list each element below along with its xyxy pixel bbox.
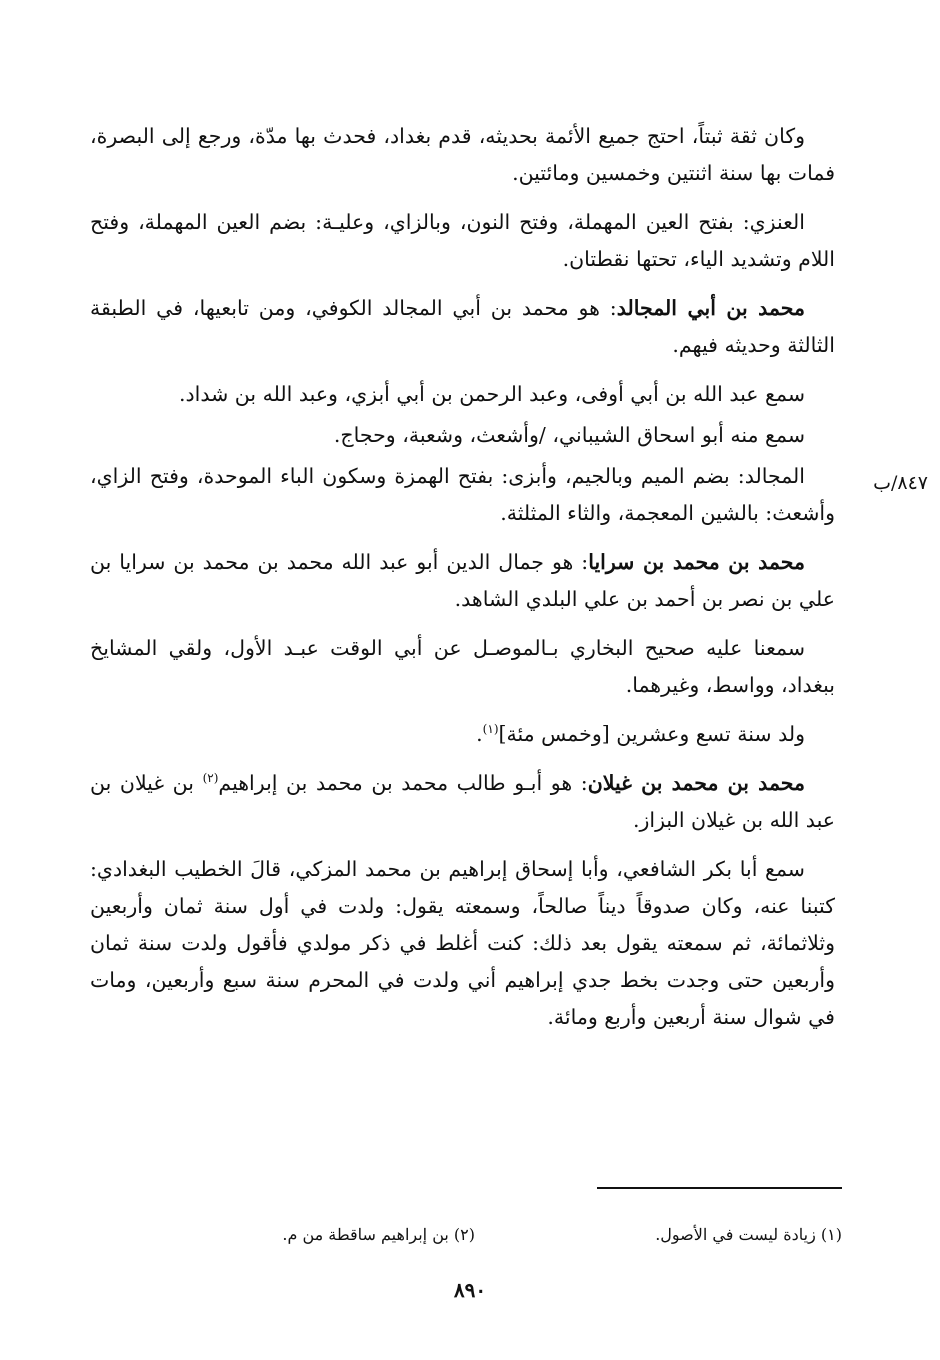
- footnote-divider: [597, 1187, 842, 1189]
- page-number: ٨٩٠: [453, 1278, 487, 1302]
- footnote-2: (٢) بن إبراهيم ساقطة من م.: [282, 1225, 475, 1244]
- footnote-ref-1: (١): [482, 722, 499, 737]
- footnote-1: (١) زيادة ليست في الأصول.: [655, 1225, 842, 1244]
- main-text: [90, 118, 835, 1048]
- entry-muhammad-ibn-abi-al-mujalid: محمد بن أبي المجالد: هو محمد بن أبي المجالد الكوفي، ومن تابعيها، في الطبقة الثالثة وحديثه فيهم.: [90, 296, 835, 357]
- paragraph-8: سمعنا عليه صحيح البخاري بـالموصـل عن أبي الوقت عبـد الأول، ولقي المشايخ ببغداد، وواسط، وغيرهما.: [90, 636, 835, 697]
- paragraph-1: وكان ثقة ثبتاً، احتج جميع الأئمة بحديثه، قدم بغداد، فحدث بها مدّة، ورجع إلى البصرة، فمات بها سنة اثنتين وخمسين ومائتين.: [90, 124, 835, 185]
- paragraph-11: سمع أبا بكر الشافعي، وأبا إسحاق إبراهيم بن محمد المزكي، قالَ الخطيب البغدادي: كتبنا عنه، وكان صدوقاً ديناً صالحاً، وسمعته يقول: ولدت في أول سنة ثمان وأربعين وثلاثمائة، ثم سمعته يقول بعد ذلك: كنت أغلط في ذكر مولدي فأقول ولدت سنة ثمان وأربعين حتى وجدت بخط جدي إبراهيم أني ولدت في المحرم سنة سبع وأربعين، ومات في شوال سنة أربعين وأربع ومائة.: [90, 857, 835, 1029]
- paragraph-6: المجالد: بضم الميم وبالجيم، وأبزى: بفتح الهمزة وسكون الباء الموحدة، وفتح الزاي، وأشعث: بالشين المعجمة، والثاء المثلثة.: [90, 464, 835, 525]
- paragraph-2: العنزي: بفتح العين المهملة، وفتح النون، وبالزاي، وعليـة: بضم العين المهملة، وفتح اللام وتشديد الياء، تحتها نقطتان.: [90, 210, 835, 271]
- entry-name: محمد بن محمد بن غيلان: [587, 771, 806, 795]
- entry-muhammad-ibn-muhammad-ibn-saraya: محمد بن محمد بن سرايا: هو جمال الدين أبو عبد الله محمد بن محمد بن سرايا بن علي بن نصر بن أحمد بن علي البلدي الشاهد.: [90, 550, 835, 611]
- entry-name: محمد بن محمد بن سرايا: [588, 550, 805, 574]
- paragraph-5: سمع منه أبو اسحاق الشيباني، /وأشعث، وشعبة، وحجاج.: [333, 423, 805, 447]
- paragraph-4: سمع عبد الله بن أبي أوفى، وعبد الرحمن بن أبي أبزي، وعبد الله بن شداد.: [179, 382, 805, 406]
- manuscript-folio-marker: ٨٤٧/ب: [873, 472, 928, 494]
- footnote-ref-2: (٢): [202, 771, 219, 786]
- entry-muhammad-ibn-muhammad-ibn-ghaylan: محمد بن محمد بن غيلان: هو أبـو طالب محمد بن محمد بن إبراهيم$^{(٢)}$ بن غيلان بن عبد الله بن غيلان البزاز.: [90, 771, 835, 832]
- entry-name: محمد بن أبي المجالد: [616, 296, 805, 320]
- paragraph-9: ولد سنة تسع وعشرين [وخمس مئة]$^{(١)}$.: [476, 722, 805, 746]
